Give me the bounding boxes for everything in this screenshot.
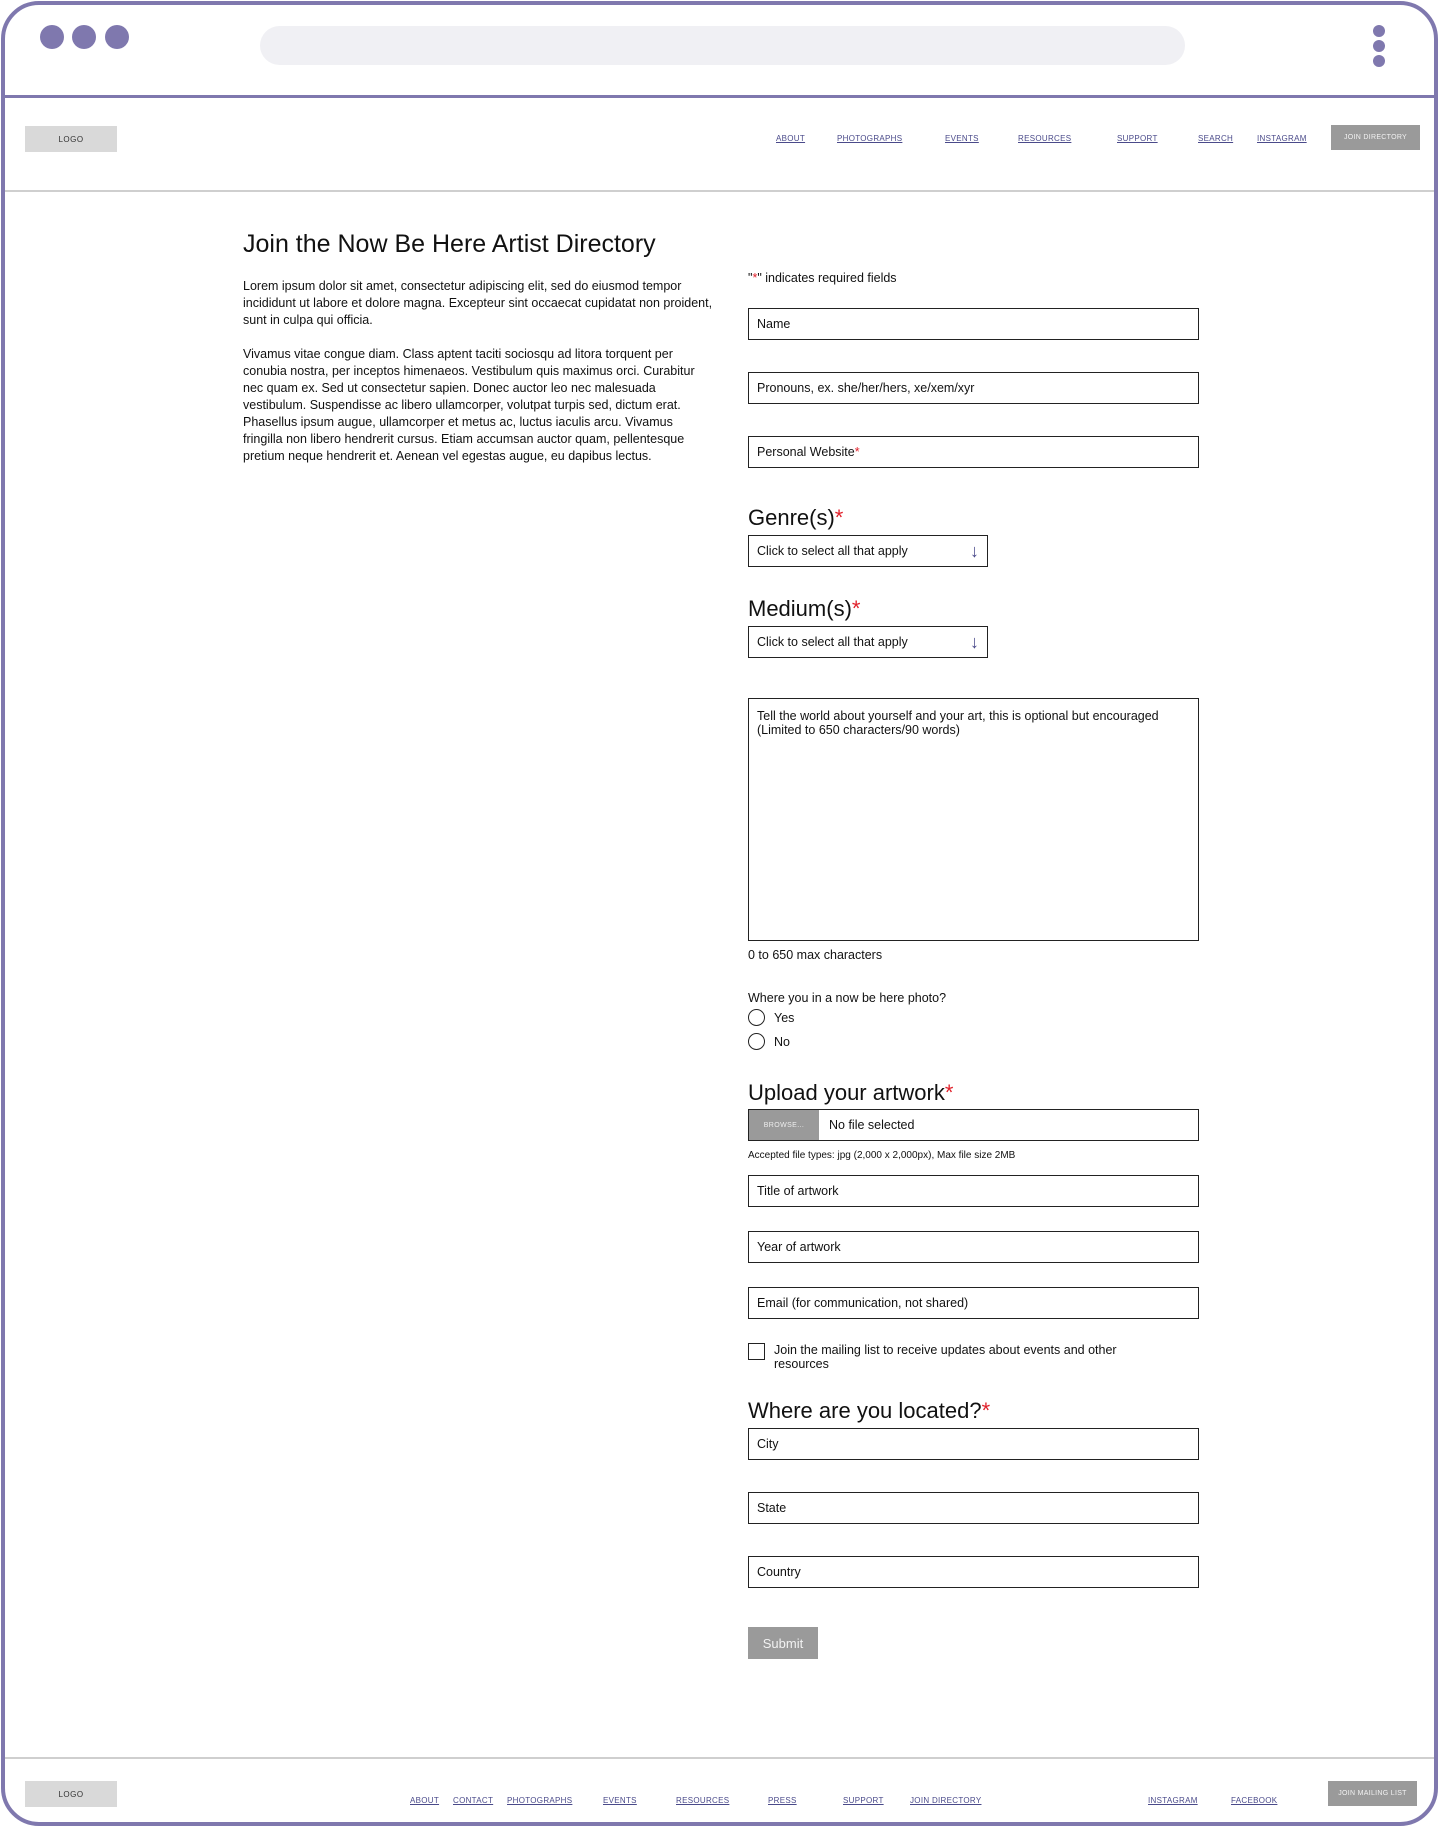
window-close-dot[interactable] <box>40 25 64 49</box>
header-logo[interactable]: LOGO <box>25 126 117 152</box>
nav-about[interactable]: ABOUT <box>776 134 806 143</box>
nav-events[interactable]: EVENTS <box>945 134 979 143</box>
footer-nav-press[interactable]: PRESS <box>768 1796 797 1805</box>
name-input[interactable]: Name <box>748 308 1199 340</box>
footer-nav-about[interactable]: ABOUT <box>410 1796 440 1805</box>
arrow-down-icon: ↓ <box>970 632 979 652</box>
medium-label: Medium(s)* <box>748 596 861 621</box>
site-footer <box>5 1757 1434 1826</box>
medium-select[interactable]: Click to select all that apply ↓ <box>748 626 988 658</box>
intro-paragraph-2: Vivamus vitae congue diam. Class aptent taciti sociosqu ad litora torquent per conubia nostra, per inceptos himenaeos. Vestibulum quis maximus orci. Curabitur nec quam ex. Sed ut consectetur sapien. Donec auctor leo nec malesuada vestibulum. Suspendisse ac libero ullamcorper, volutpat turpis sed, dictum erat. Phasellus ipsum augue, ullamcorper et metus ac, luctus iaculis arcu. Vivamus fringilla non libero hendrerit cursus. Etiam accumsan auctor quam, pellentesque pretium neque hendrerit et. Aenean vel egestas augue, eu dapibus lectus. <box>243 347 695 463</box>
nav-resources[interactable]: RESOURCES <box>1018 134 1072 143</box>
genre-select[interactable]: Click to select all that apply ↓ <box>748 535 988 567</box>
footer-nav-resources[interactable]: RESOURCES <box>676 1796 730 1805</box>
genre-label: Genre(s)* <box>748 505 844 530</box>
page-title: Join the Now Be Here Artist Directory <box>243 230 656 258</box>
country-input[interactable]: Country <box>748 1556 1199 1588</box>
window-minimize-dot[interactable] <box>72 25 96 49</box>
upload-label: Upload your artwork* <box>748 1080 954 1105</box>
kebab-menu-icon[interactable] <box>1372 25 1386 67</box>
radio-button[interactable] <box>748 1033 765 1050</box>
file-type-note: Accepted file types: jpg (2,000 x 2,000px), Max file size 2MB <box>748 1150 1016 1161</box>
artwork-file-input[interactable] <box>748 1109 1199 1141</box>
character-counter: 0 to 650 max characters <box>748 948 883 962</box>
address-bar[interactable] <box>260 26 1185 65</box>
submit-button[interactable]: Submit <box>748 1627 818 1659</box>
footer-nav-support[interactable]: SUPPORT <box>843 1796 884 1805</box>
website-input[interactable]: Personal Website * <box>748 436 1199 468</box>
footer-nav-contact[interactable]: CONTACT <box>453 1796 494 1805</box>
nav-search[interactable]: SEARCH <box>1198 134 1234 143</box>
location-label: Where are you located?* <box>748 1398 991 1423</box>
browser-chrome <box>5 5 1434 98</box>
nav-support[interactable]: SUPPORT <box>1117 134 1158 143</box>
state-input[interactable]: State <box>748 1492 1199 1524</box>
footer-nav-events[interactable]: EVENTS <box>603 1796 637 1805</box>
bio-textarea[interactable]: Tell the world about yourself and your art, this is optional but encouraged (Limited to 650 characters/90 words) <box>748 698 1199 941</box>
photo-question: Where you in a now be here photo? <box>748 991 947 1005</box>
pronouns-input[interactable]: Pronouns, ex. she/her/hers, xe/xem/xyr <box>748 372 1199 404</box>
arrow-down-icon: ↓ <box>970 541 979 561</box>
artwork-year-input[interactable]: Year of artwork <box>748 1231 1199 1263</box>
nav-instagram[interactable]: INSTAGRAM <box>1257 134 1307 143</box>
email-input[interactable]: Email (for communication, not shared) <box>748 1287 1199 1319</box>
footer-instagram[interactable]: INSTAGRAM <box>1148 1796 1198 1805</box>
site-header <box>5 101 1434 192</box>
footer-nav-photographs[interactable]: PHOTOGRAPHS <box>507 1796 573 1805</box>
artwork-title-input[interactable]: Title of artwork <box>748 1175 1199 1207</box>
required-fields-note: "*" indicates required fields <box>748 271 897 285</box>
intro-paragraph-1: Lorem ipsum dolor sit amet, consectetur adipiscing elit, sed do eiusmod tempor incididunt ut labore et dolore magna. Excepteur sint occaecat cupidatat non proident, sunt in culpa qui officia. <box>243 279 713 327</box>
nav-photographs[interactable]: PHOTOGRAPHS <box>837 134 903 143</box>
browser-window <box>1 1 1438 1826</box>
window-maximize-dot[interactable] <box>105 25 129 49</box>
footer-logo[interactable]: LOGO <box>25 1781 117 1807</box>
required-asterisk: * <box>854 445 860 459</box>
footer-facebook[interactable]: FACEBOOK <box>1231 1796 1278 1805</box>
footer-nav-join-directory[interactable]: JOIN DIRECTORY <box>910 1796 982 1805</box>
mailing-list-checkbox[interactable]: Join the mailing list to receive updates about events and other resources <box>748 1343 1119 1371</box>
radio-button[interactable] <box>748 1009 765 1026</box>
radio-yes[interactable]: Yes <box>748 1009 794 1026</box>
checkbox[interactable] <box>748 1343 765 1360</box>
radio-no[interactable]: No <box>748 1033 790 1050</box>
join-directory-button[interactable]: JOIN DIRECTORY <box>1331 125 1420 150</box>
join-mailing-list-button[interactable]: JOIN MAILING LIST <box>1328 1781 1417 1806</box>
browse-button[interactable]: BROWSE... <box>749 1110 819 1140</box>
city-input[interactable]: City <box>748 1428 1199 1460</box>
file-status: No file selected <box>829 1118 915 1132</box>
